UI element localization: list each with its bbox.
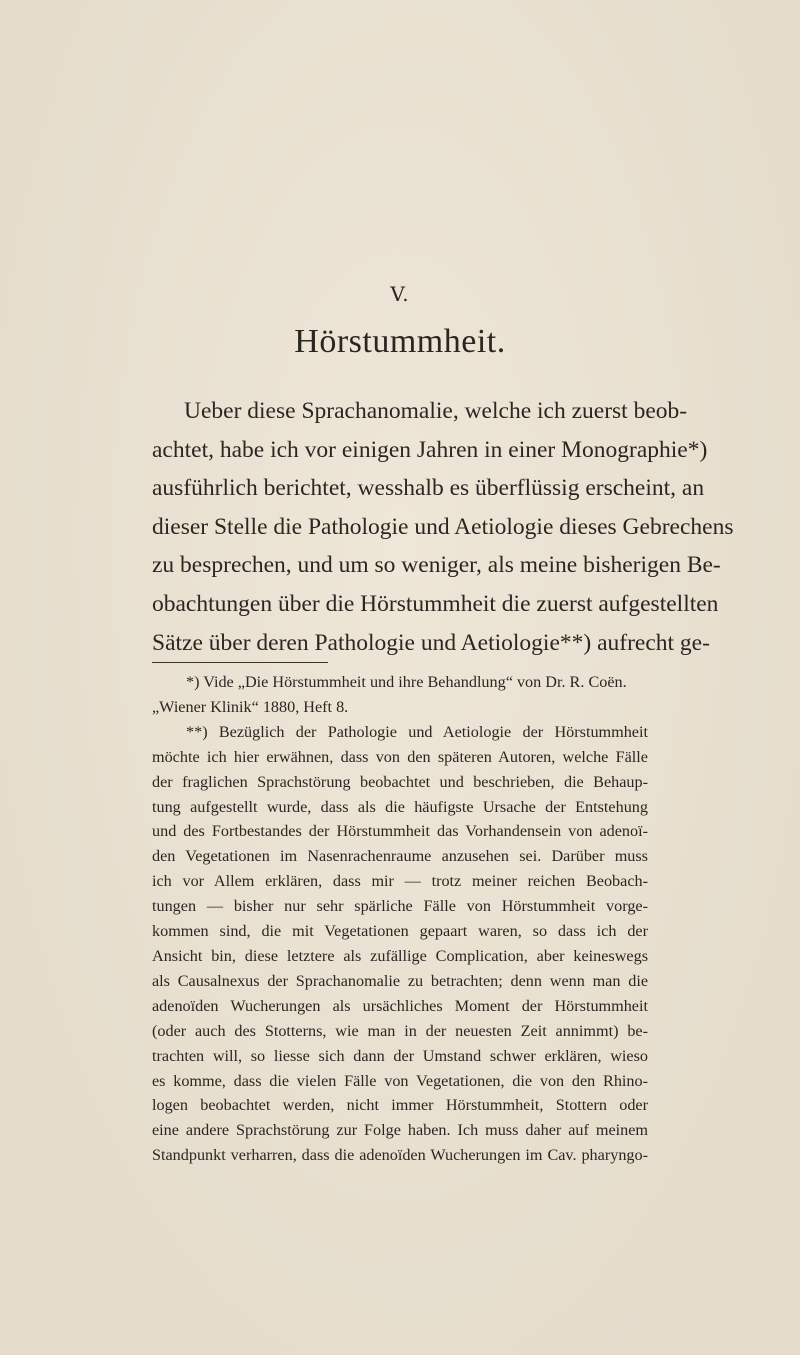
body-paragraph	[152, 392, 734, 662]
footnote-line: kommen sind, die mit Vegetationen gepaart waren, so dass ich der	[152, 922, 648, 941]
footnote-line: „Wiener Klinik“ 1880, Heft 8.	[152, 697, 349, 716]
body-line: Ueber diese Sprachanomalie, welche ich zuerst beob-	[184, 398, 688, 424]
chapter-title: Hörstummheit.	[294, 323, 506, 360]
body-line: ausführlich berichtet, wesshalb es überflüssig erscheint, an	[152, 475, 705, 502]
footnote-line: (oder auch des Stotterns, wie man in der neuesten Zeit annimmt) be-	[152, 1021, 648, 1040]
footnotes	[152, 670, 648, 1168]
footnote-line: *) Vide „Die Hörstummheit und ihre Behandlung“ von Dr. R. Coën.	[186, 673, 627, 691]
footnote-line: der fraglichen Sprachstörung beobachtet und beschrieben, die Behaup-	[152, 772, 648, 791]
body-line: zu besprechen, und um so weniger, als meine bisherigen Be-	[152, 552, 721, 579]
footnote-line: adenoïden Wucherungen als ursächliches Moment der Hörstummheit	[152, 996, 648, 1015]
footnote-line: ich vor Allem erklären, dass mir — trotz meiner reichen Beobach-	[152, 872, 648, 891]
body-line: Sätze über deren Pathologie und Aetiologie**) aufrecht ge-	[152, 629, 710, 656]
footnote-line: logen beobachtet werden, nicht immer Hörstummheit, Stottern oder	[152, 1096, 648, 1115]
footnote-line: den Vegetationen im Nasenrachenraume anzusehen sei. Darüber muss	[152, 847, 648, 866]
footnote-line: eine andere Sprachstörung zur Folge haben. Ich muss daher auf meinem	[152, 1121, 648, 1140]
body-line: obachtungen über die Hörstummheit die zuerst aufgestellten	[152, 590, 719, 617]
footnote-line: und des Fortbestandes der Hörstummheit das Vorhandensein von adenoï-	[152, 822, 648, 841]
body-line: dieser Stelle die Pathologie und Aetiologie dieses Gebrechens	[152, 513, 734, 540]
footnote-line: trachten will, so liesse sich dann der Umstand schwer erklären, wieso	[152, 1046, 648, 1065]
body-line: achtet, habe ich vor einigen Jahren in einer Monographie*)	[152, 436, 708, 463]
footnote-line: Standpunkt verharren, dass die adenoïden Wucherungen im Cav. pharyngo-	[152, 1146, 648, 1165]
footnote-line: möchte ich hier erwähnen, dass von den späteren Autoren, welche Fälle	[152, 747, 648, 766]
chapter-number: V.	[390, 282, 410, 306]
footnote-line: tungen — bisher nur sehr spärliche Fälle von Hörstummheit vorge-	[152, 897, 648, 916]
footnote-line: tung aufgestellt wurde, dass als die häufigste Ursache der Entstehung	[152, 797, 648, 816]
footnote-line: es komme, dass die vielen Fälle von Vegetationen, die von den Rhino-	[152, 1071, 648, 1090]
footnote-divider	[152, 662, 328, 663]
footnote-line: als Causalnexus der Sprachanomalie zu betrachten; denn wenn man die	[152, 971, 648, 990]
footnote-line: **) Bezüglich der Pathologie und Aetiologie der Hörstummheit	[186, 722, 648, 741]
footnote-line: Ansicht bin, diese letztere als zufällige Complication, aber keineswegs	[152, 946, 648, 965]
